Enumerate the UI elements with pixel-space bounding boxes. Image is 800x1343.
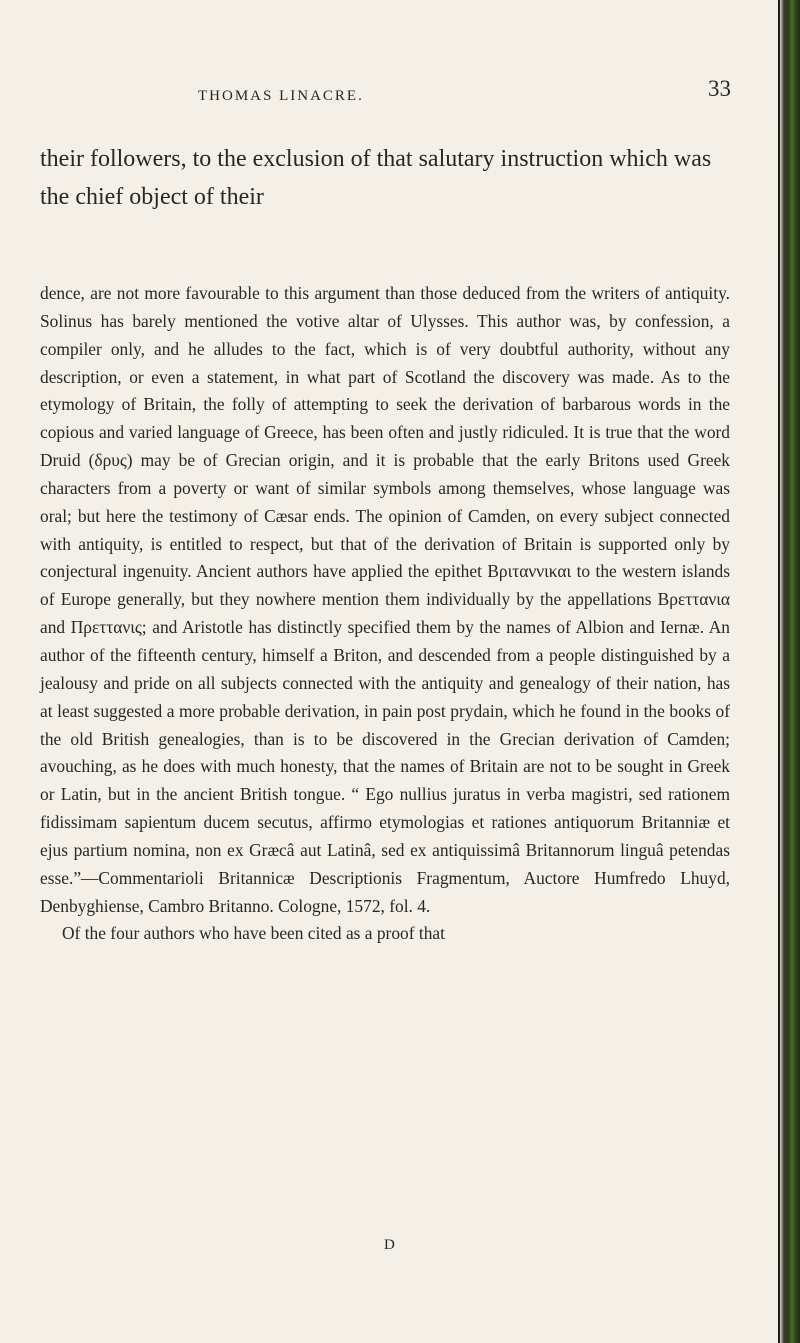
main-text-line: their followers, to the exclusion of that salutary instruction which was the chief object of their [40, 146, 712, 210]
signature-mark: D [384, 1237, 395, 1253]
footnote-block [40, 280, 730, 948]
book-edge [780, 0, 800, 1343]
page-number: 33 [708, 76, 731, 101]
footnote-paragraph: dence, are not more favourable to this argument than those deduced from the writers of antiquity. Solinus has barely mentioned the votive altar of Ulysses. This author was, by confession, a compiler only, and he alludes to the fact, which is of very doubtful authority, without any description, or even a statement, in what part of Scotland the discovery was made. As to the etymology of Britain, the folly of attempting to seek the derivation of barbarous words in the copious and varied language of Greece, has been often and justly ridiculed. It is true that the word Druid (δρυς) may be of Grecian origin, and it is probable that the early Britons used Greek characters from a poverty or want of similar symbols among themselves, whose language was oral; but here the testimony of Cæsar ends. The opinion of Camden, on every subject connected with antiquity, is entitled to respect, but that of the derivation of Britain is supported only by conjectural ingenuity. Ancient authors have applied the epithet Βριταννικαι to the western islands of Europe generally, but they nowhere mention them individually by the appellations Βρεττανια and Πρεττανις; and Aristotle has distinctly specified them by the names of Albion and Iernæ. An author of the fifteenth century, himself a Briton, and descended from a people distinguished by a jealousy and pride on all subjects connected with the antiquity and genealogy of their nation, has at least suggested a more probable derivation, in pain post prydain, which he found in the books of the old British genealogies, than is to be discovered in the Grecian derivation of Camden; avouching, as he does with much honesty, that the names of Britain are not to be sought in Greek or Latin, but in the ancient British tongue. “ Ego nullius juratus in verba magistri, sed rationem fidissimam sapientum ducem secutus, affirmo etymologias et rationes antiquorum Britanniæ et ejus partium nomina, non ex Græcâ aut Latinâ, sed ex antiquissimâ Britannorum linguâ petendas esse.”—Commentarioli Britannicæ Descriptionis Fragmentum, Auctore Humfredo Lhuyd, Denbyghiense, Cambro Britanno. Cologne, 1572, fol. 4. [40, 283, 730, 916]
footnote-paragraph: Of the four authors who have been cited as a proof that [62, 923, 445, 944]
running-head: THOMAS LINACRE. [198, 88, 364, 104]
